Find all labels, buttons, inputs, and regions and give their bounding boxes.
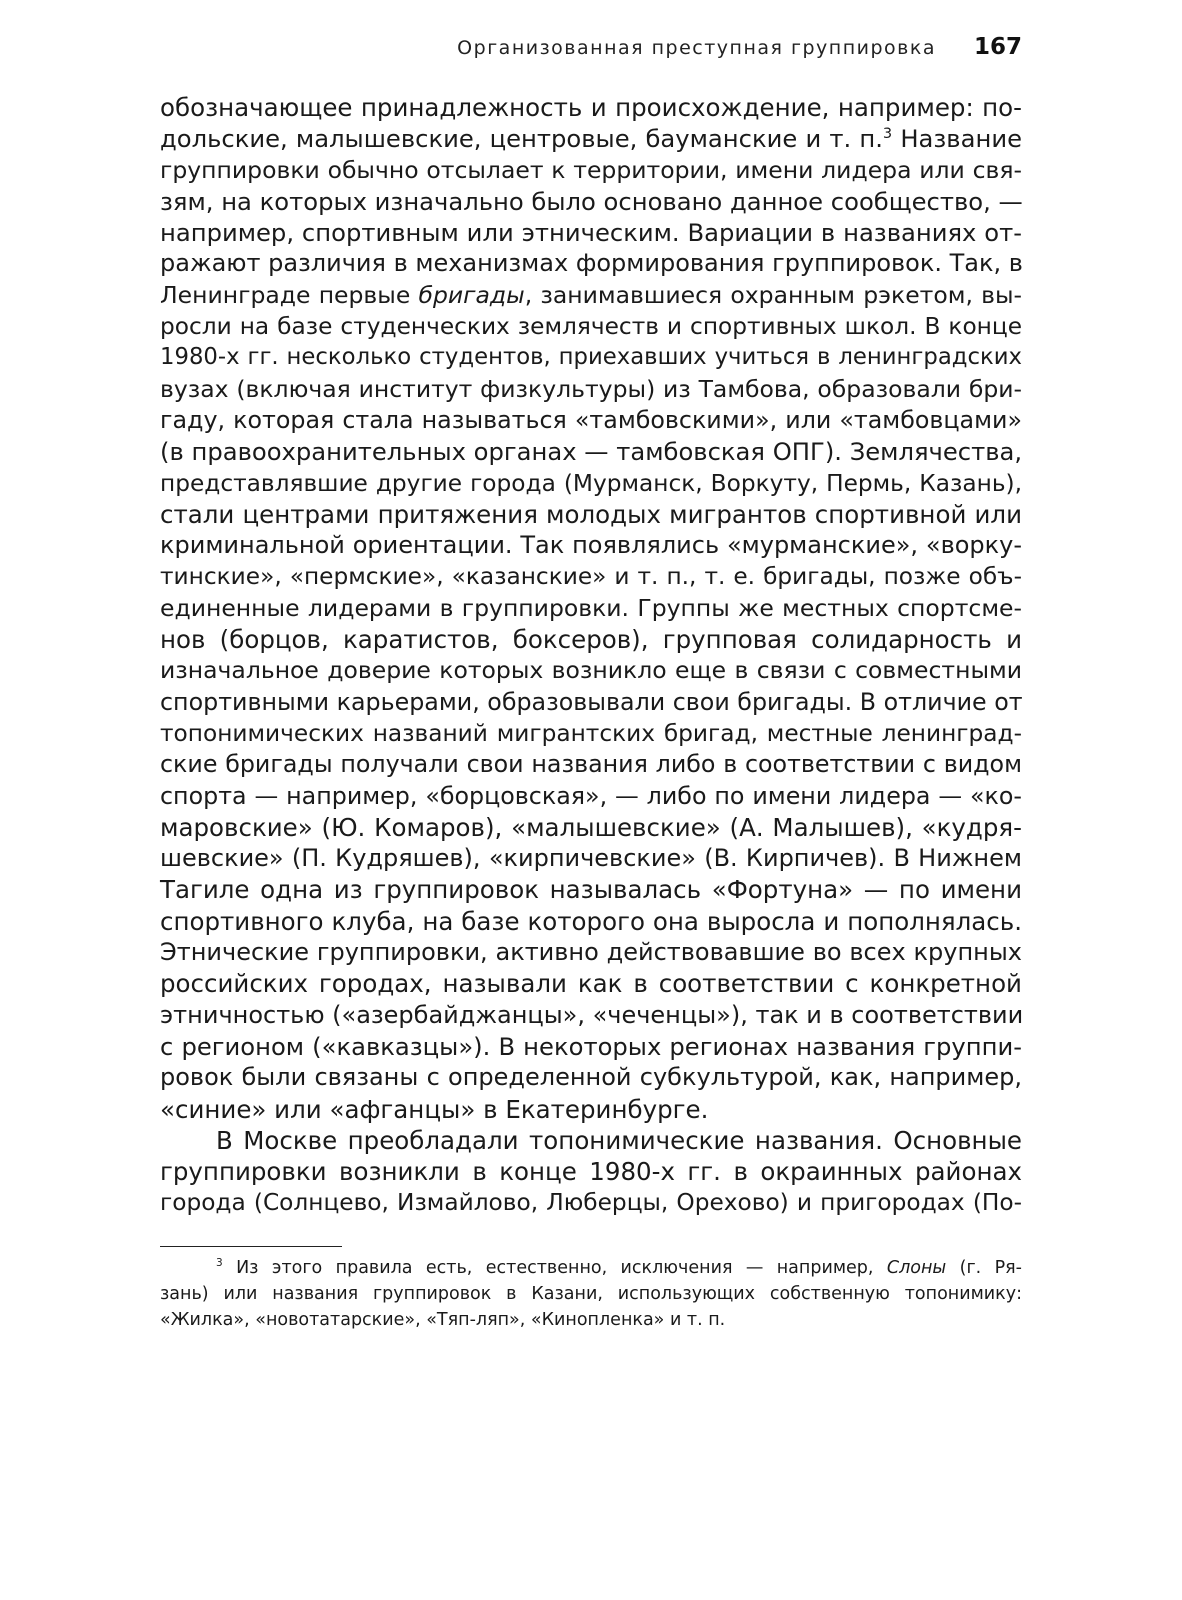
text-line: единенные лидерами в группировки. Группы же местных спортсме- <box>160 593 1022 622</box>
footnotes <box>160 1255 1022 1333</box>
text-line: этничностью («азербайджанцы», «чеченцы»), так и в соответствии <box>160 1000 1024 1029</box>
page-number: 167 <box>973 34 1022 60</box>
running-title: Организованная преступная группировка <box>457 37 936 59</box>
text-line: маровские» (Ю. Комаров), «малышевские» (А. Малышев), «кудря- <box>160 812 1022 842</box>
text-line: ские бригады получали свои названия либо в соответствии с видом <box>160 750 1022 779</box>
text-line: топонимических названий мигрантских бригад, местные ленинград- <box>160 719 1022 747</box>
text-line: 1980-х гг. несколько студентов, приехавших учиться в ленинградских <box>160 344 1022 371</box>
text-fragment: (г. Ря- <box>946 1258 1022 1278</box>
text-line <box>160 280 1022 311</box>
text-line: гаду, которая стала называться «тамбовскими», или «тамбовцами» <box>160 405 1022 434</box>
text-line: росли на базе студенческих землячеств и спортивных школ. В конце <box>160 313 1022 341</box>
footnote-ref: 3 <box>882 125 893 143</box>
text-line: обозначающее принадлежность и происхождение, например: по- <box>160 93 1022 122</box>
paragraph-start-line: В Москве преобладали топонимические названия. Основные <box>216 1125 1022 1155</box>
text-line: Этнические группировки, активно действовавшие во всех крупных <box>160 938 1022 967</box>
text-line: вузах (включая институт физкультуры) из Тамбова, образовали бри- <box>160 374 1022 403</box>
text-line: города (Солнцево, Измайлово, Люберцы, Орехово) и пригородах (По- <box>160 1189 1022 1217</box>
text-line: стали центрами притяжения молодых мигрантов спортивной или <box>160 499 1022 529</box>
text-line: ровок были связаны с определенной субкультурой, как, например, <box>160 1063 1022 1092</box>
italic-term: Слоны <box>886 1258 947 1278</box>
text-line: российских городах, называли как в соответствии с конкретной <box>160 969 1022 999</box>
text-line: например, спортивным или этническим. Вариации в названиях от- <box>160 218 1022 248</box>
text-fragment: , занимавшиеся охранным рэкетом, вы- <box>524 280 1022 309</box>
body-text <box>160 92 1022 1219</box>
text-line: шевские» (П. Кудряшев), «кирпичевские» (В. Кирпичев). В Нижнем <box>160 844 1022 873</box>
running-header <box>160 34 1022 60</box>
text-line: изначальное доверие которых возникло еще в связи с совместными <box>160 656 1022 685</box>
text-line: тинские», «пермские», «казанские» и т. п., т. е. бригады, позже объ- <box>160 563 1022 591</box>
text-fragment: дольские, малышевские, центровые, бауманские и т. п. <box>160 124 883 154</box>
text-fragment: Ленинграде первые <box>160 280 411 309</box>
footnote-line <box>160 1255 1022 1281</box>
text-line: группировки возникли в конце 1980-х гг. в окраинных районах <box>160 1157 1022 1187</box>
text-line: группировки обычно отсылает к территории, имени лидера или свя- <box>160 155 1022 184</box>
text-line: спорта — например, «борцовская», — либо по имени лидера — «ко- <box>160 781 1022 810</box>
text-line <box>160 123 1022 154</box>
text-fragment: Название <box>892 124 1022 154</box>
text-line: «синие» или «афганцы» в Екатеринбурге. <box>160 1094 709 1124</box>
text-line: нов (борцов, каратистов, боксеров), групповая солидарность и <box>160 625 1022 655</box>
text-line: криминальной ориентации. Так появлялись «мурманские», «ворку- <box>160 531 1022 560</box>
text-line: представлявшие другие города (Мурманск, Воркуту, Пермь, Казань), <box>160 469 1022 497</box>
footnote-divider <box>160 1246 342 1247</box>
italic-term: бригады <box>418 280 525 309</box>
text-line: ражают различия в механизмах формирования группировок. Так, в <box>160 249 1023 278</box>
footnote-marker: 3 <box>216 1257 223 1270</box>
text-line: спортивными карьерами, образовывали свои бригады. В отличие от <box>160 687 1023 716</box>
text-line: Тагиле одна из группировок называлась «Фортуна» — по имени <box>160 875 1022 905</box>
text-line: с регионом («кавказцы»). В некоторых регионах названия группи- <box>160 1031 1022 1061</box>
text-line: (в правоохранительных органах — тамбовская ОПГ). Землячества, <box>160 437 1023 467</box>
text-line: спортивного клуба, на базе которого она выросла и пополнялась. <box>160 906 1022 936</box>
footnote-line: «Жилка», «новотатарские», «Тяп-ляп», «Кинопленка» и т. п. <box>160 1310 726 1330</box>
text-line: зям, на которых изначально было основано данное сообщество, — <box>160 186 1023 216</box>
text-fragment: Из этого правила есть, естественно, исключения — например, <box>222 1258 887 1278</box>
footnote-line: зань) или названия группировок в Казани, использующих собственную топонимику: <box>160 1284 1022 1304</box>
